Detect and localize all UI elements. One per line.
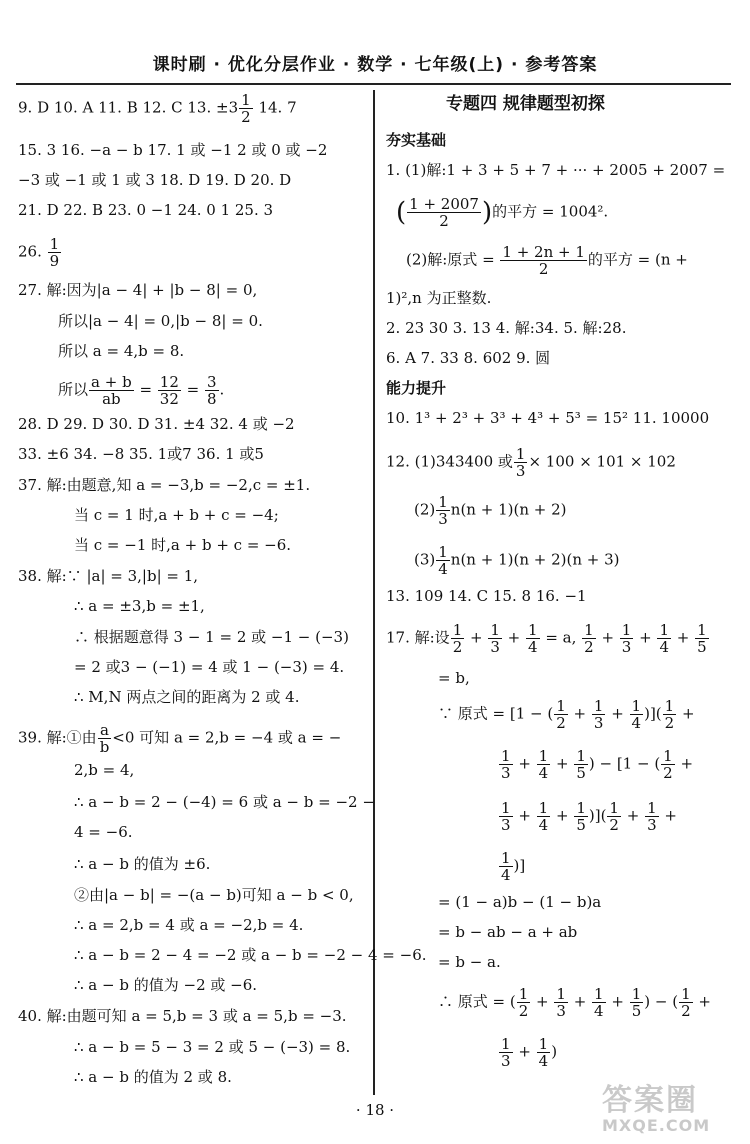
answer-17-line-3: ∵ 原式 = [1 − ( $\frac{1}{2}$ + $\frac{1}{3}$ + $\frac{1}{4}$ )]( $\frac{1}{2}$ +	[438, 697, 695, 732]
answer-39-line-6: ②由|a − b| = −(a − b)可知 a − b < 0,	[74, 886, 354, 904]
answer-39-line-4: 4 = −6.	[74, 823, 133, 841]
answer-38-line-1: 38. 解:∵ |a| = 3,|b| = 1,	[18, 567, 199, 585]
answer-line-26: 26. $\frac{1}{9}$	[18, 235, 60, 270]
section-title: 专题四 规律题型初探	[446, 94, 605, 114]
answer-27-line-3: 所以 a = 4,b = 8.	[58, 342, 185, 360]
answer-38-line-2: ∴ a = ±3,b = ±1,	[74, 597, 205, 615]
answer-17-line-10: ∴ 原式 = ( $\frac{1}{2}$ + $\frac{1}{3}$ + $\frac{1}{4}$ + $\frac{1}{5}$ ) − ( $\frac{1}{2}$ +	[438, 985, 711, 1020]
answer-17-line-11: $\frac{1}{3}$ + $\frac{1}{4}$ )	[501, 1035, 558, 1070]
subsection-heading-basic: 夯实基础	[386, 131, 447, 149]
answer-12-part-1: 12. (1)343400 或 $\frac{1}{3}$ × 100 × 101 × 102	[386, 445, 676, 480]
answer-17-line-1: 17. 解:设 $\frac{1}{2}$ + $\frac{1}{3}$ + $\frac{1}{4}$ = a, $\frac{1}{2}$ + $\frac{1}{3}$ + $\frac{1}{4}$ + $\frac{1}{5}$	[386, 621, 707, 656]
answer-40-line-2: ∴ a − b = 5 − 3 = 2 或 5 − (−3) = 8.	[74, 1038, 351, 1056]
answer-38-line-3: ∴ 根据题意得 3 − 1 = 2 或 −1 − (−3)	[74, 628, 349, 646]
answer-1-part-2-cont: 1)²,n 为正整数.	[386, 289, 492, 307]
answer-line-6-9: 6. A 7. 33 8. 602 9. 圆	[386, 349, 551, 367]
answer-17-line-6: $\frac{1}{4}$ )]	[501, 849, 526, 884]
answer-38-line-5: ∴ M,N 两点之间的距离为 2 或 4.	[74, 688, 300, 706]
answer-line-10-11: 10. 1³ + 2³ + 3³ + 4³ + 5³ = 15² 11. 10000	[386, 409, 710, 427]
header-rule	[16, 83, 731, 85]
answer-40-line-1: 40. 解:由题可知 a = 5,b = 3 或 a = 5,b = −3.	[18, 1007, 347, 1025]
answer-12-part-2: (2) $\frac{1}{3}$ n(n + 1)(n + 2)	[414, 493, 567, 528]
answer-39-line-9: ∴ a − b 的值为 −2 或 −6.	[74, 976, 258, 994]
answer-39-line-7: ∴ a = 2,b = 4 或 a = −2,b = 4.	[74, 916, 304, 934]
answer-27-line-4: 所以 $\frac{a + b}{ab}$ = $\frac{12}{32}$ = $\frac{3}{8}$ .	[58, 373, 225, 408]
answer-1-line-1: 1. (1)解:1 + 3 + 5 + 7 + ··· + 2005 + 2007 =	[386, 161, 726, 179]
page-number: · 18 ·	[355, 1101, 395, 1119]
answer-17-line-2: = b,	[438, 669, 470, 687]
answer-39-line-3: ∴ a − b = 2 − (−4) = 6 或 a − b = −2 −	[74, 793, 375, 811]
answer-17-line-8: = b − ab − a + ab	[438, 923, 578, 941]
subsection-heading-advanced: 能力提升	[386, 379, 447, 397]
answer-37-line-1: 37. 解:由题意,知 a = −3,b = −2,c = ±1.	[18, 476, 311, 494]
answer-39-line-5: ∴ a − b 的值为 ±6.	[74, 855, 211, 873]
answer-line-33-36: 33. ±6 34. −8 35. 1或7 36. 1 或5	[18, 445, 264, 463]
answer-1-part-2: (2)解:原式 = $\frac{1 + 2n + 1}{2}$ 的平方 = (n +	[406, 243, 688, 278]
answer-27-line-2: 所以|a − 4| = 0,|b − 8| = 0.	[58, 312, 263, 330]
answer-39-line-8: ∴ a − b = 2 − 4 = −2 或 a − b = −2 − 4 = −6.	[74, 946, 427, 964]
answer-12-part-3: (3) $\frac{1}{4}$ n(n + 1)(n + 2)(n + 3)	[414, 543, 620, 578]
page-header: 课时刷 · 优化分层作业 · 数学 · 七年级(上) · 参考答案	[152, 55, 598, 75]
watermark-logo: 答案圈 MXQE.COM	[602, 1083, 711, 1135]
answer-39-line-1: 39. 解:①由 $\frac{a}{b}$ <0 可知 a = 2,b = −4 或 a = −	[18, 721, 342, 756]
answer-17-line-7: = (1 − a)b − (1 − b)a	[438, 893, 602, 911]
answer-line-15-17: 15. 3 16. −a − b 17. 1 或 −1 2 或 0 或 −2	[18, 141, 328, 159]
answer-line-17-20: −3 或 −1 或 1 或 3 18. D 19. D 20. D	[18, 171, 292, 189]
answer-line-21-25: 21. D 22. B 23. 0 −1 24. 0 1 25. 3	[18, 201, 274, 219]
answer-17-line-9: = b − a.	[438, 953, 501, 971]
answer-line-2-5: 2. 23 30 3. 13 4. 解:34. 5. 解:28.	[386, 319, 627, 337]
answer-37-line-3: 当 c = −1 时,a + b + c = −6.	[74, 536, 292, 554]
fraction: $\frac{1}{9}$	[49, 235, 60, 270]
answer-17-line-5: $\frac{1}{3}$ + $\frac{1}{4}$ + $\frac{1}{5}$ )]( $\frac{1}{2}$ + $\frac{1}{3}$ +	[501, 799, 677, 834]
answer-line-9-14: 9. D 10. A 11. B 12. C 13. ±3 $\frac{1}{2}$ 14. 7	[18, 91, 297, 126]
answer-line-28-32: 28. D 29. D 30. D 31. ±4 32. 4 或 −2	[18, 415, 295, 433]
answer-27-line-1: 27. 解:因为|a − 4| + |b − 8| = 0,	[18, 281, 258, 299]
answer-37-line-2: 当 c = 1 时,a + b + c = −4;	[74, 506, 279, 524]
fraction: $\frac{1}{2}$	[241, 91, 251, 126]
answer-17-line-4: $\frac{1}{3}$ + $\frac{1}{4}$ + $\frac{1}{5}$ ) − [1 − ( $\frac{1}{2}$ +	[501, 747, 694, 782]
answer-line-13-16: 13. 109 14. C 15. 8 16. −1	[386, 587, 587, 605]
answer-39-line-2: 2,b = 4,	[74, 761, 135, 779]
answer-1-line-2: ( $\frac{1 + 2007}{2}$ )的平方 = 1004².	[396, 195, 609, 230]
answer-40-line-3: ∴ a − b 的值为 2 或 8.	[74, 1068, 232, 1086]
answer-38-line-4: = 2 或3 − (−1) = 4 或 1 − (−3) = 4.	[74, 658, 345, 676]
